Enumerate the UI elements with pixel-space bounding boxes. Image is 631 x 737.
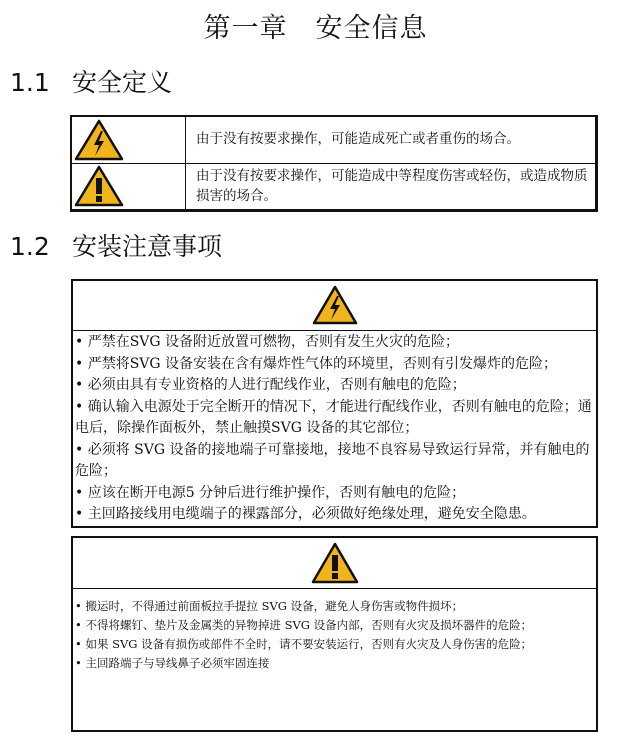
section-number: 1.1 xyxy=(10,68,50,97)
section-title-1-2 xyxy=(10,227,222,263)
danger-item-list xyxy=(75,332,594,526)
list-item: • 如果 SVG 设备有损伤或部件不全时，请不要安装运行，否则有火灾及人身伤害的危险； xyxy=(75,637,533,651)
warning-box-header xyxy=(73,281,596,331)
list-item: • 主回路端子与导线鼻子必须牢固连接 xyxy=(75,656,270,670)
section-heading: 安装注意事项 xyxy=(72,232,223,261)
danger-warning-box xyxy=(71,279,598,528)
list-item: • 不得将螺钉、垫片及金属类的异物掉进 SVG 设备内部，否则有火灾及损坏器件的危险； xyxy=(75,618,533,632)
list-item: • 严禁将SVG 设备安装在含有爆炸性气体的环境里，否则有引发爆炸的危险； xyxy=(75,355,558,372)
definition-text: 由于没有按要求操作，可能造成中等程度伤害或轻伤，或造成物质损害的场合。 xyxy=(196,168,588,204)
exclamation-warning-icon xyxy=(311,542,359,584)
electric-shock-warning-icon xyxy=(74,119,124,161)
list-item: • 必须将 SVG 设备的接地端子可靠接地，接地不良容易导致运行异常，并有触电的危险； xyxy=(75,441,590,479)
definition-icon-cell xyxy=(72,117,186,163)
list-item: • 必须由具有专业资格的人进行配线作业，否则有触电的危险； xyxy=(75,377,466,393)
warning-box-header xyxy=(73,538,596,589)
chapter-title: 第一章 安全信息 xyxy=(203,13,428,44)
list-item: • 搬运时，不得通过前面板拉手提拉 SVG 设备，避免人身伤害或物件损坏； xyxy=(75,599,464,613)
definition-text: 由于没有按要求操作，可能造成死亡或者重伤的场合。 xyxy=(196,131,520,147)
list-item: • 严禁在SVG 设备附近放置可燃物，否则有发生火灾的危险； xyxy=(75,334,460,350)
list-item: • 主回路接线用电缆端子的裸露部分，必须做好绝缘处理，避免安全隐患。 xyxy=(75,506,536,522)
list-item: • 应该在断开电源5 分钟后进行维护操作，否则有触电的危险； xyxy=(75,484,466,501)
definition-row-caution xyxy=(72,163,595,209)
electric-shock-warning-icon xyxy=(312,285,358,325)
caution-warning-box xyxy=(71,536,598,732)
section-number: 1.2 xyxy=(10,232,50,261)
section-heading: 安全定义 xyxy=(72,68,173,97)
caution-item-list xyxy=(75,597,594,673)
exclamation-warning-icon xyxy=(74,165,124,207)
definition-row-danger xyxy=(72,117,595,164)
safety-definition-table xyxy=(70,115,598,212)
section-title-1-1 xyxy=(10,63,172,99)
definition-icon-cell xyxy=(72,163,186,209)
list-item: • 确认输入电源处于完全断开的情况下，才能进行配线作业，否则有触电的危险；通电后，除操作面板外，禁止触摸SVG 设备的其它部位； xyxy=(75,398,592,436)
